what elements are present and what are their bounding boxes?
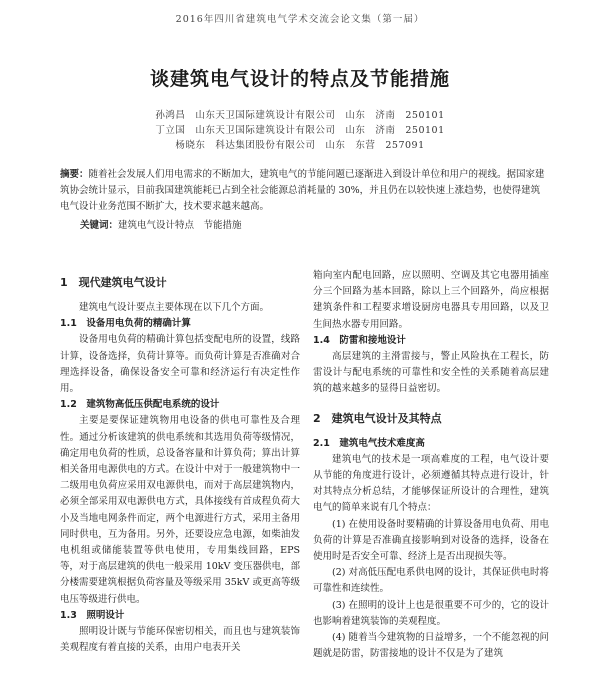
paragraph: 建筑电气设计要点主要体现在以下几个方面。 xyxy=(79,302,270,313)
author-line: 丁立国 山东天卫国际建筑设计有限公司 山东 济南 250101 xyxy=(155,125,445,136)
abstract-label: 摘要： xyxy=(60,169,89,180)
author-block xyxy=(0,108,600,153)
subsection-heading: 1.3 照明设计 xyxy=(60,609,125,621)
paragraph: 主要是要保证建筑物用电设备的供电可靠性及合理性。通过分析该建筑的供电系统和其选用负荷等级情况，确定用电负荷的性质，总设备容量和计算负荷；算出计算相关备用电源供电的方式。在设计中对于一般建筑物中一二级用电负荷应采用双电源供电，而对于高层建筑物内，必须全部采用双电源供电方式，具体接线有首成程负荷大小及当地电网条件而定，两个电源进行方式，采用主备用同时供电，互为备用。另外，还要设应急电源，如柴油发电机组或储能装置等供电使用，专用集线回路，EPS 等，对于高层建筑的供电一般采用 10kV 变压器供电，部分楼需要建筑根据负荷容量及等级采用 35kV 或更高等级电压等级进行供电。 xyxy=(60,415,300,605)
author-line: 孙鸿昌 山东天卫国际建筑设计有限公司 山东 济南 250101 xyxy=(155,110,445,121)
paragraph: 设备用电负荷的精确计算包括变配电所的设置，线路计算，设备选择，负荷计算等。而负荷计算是否准确对合理选择设备，确保设备安全可靠和经济运行有决定性作用。 xyxy=(60,334,300,395)
keywords-text: 建筑电气设计特点 节能措施 xyxy=(118,220,242,231)
subsection-heading: 1.4 防雷和接地设计 xyxy=(313,334,406,346)
keywords-label: 关键词： xyxy=(80,220,119,231)
section-heading: 2 建筑电气设计及其特点 xyxy=(313,411,442,425)
abstract-text: 随着社会发展人们用电需求的不断加大，建筑电气的节能问题已逐渐进入到设计单位和用户的视线。据国家建筑协会统计显示，目前我国建筑能耗已占到全社会能源总消耗量的 30%，并且仍在以较快速上涨趋势，也使得建筑电气设计业务范围不断扩大，技术要求越来越高。 xyxy=(60,169,545,212)
right-column xyxy=(313,268,549,662)
subsection-heading: 1.2 建筑物高低压供配电系统的设计 xyxy=(60,399,220,411)
running-head: 2016年四川省建筑电气学术交流会论文集（第一届） xyxy=(175,14,425,25)
paragraph: 照明设计既与节能环保密切相关，而且也与建筑装饰美观程度有着直接的关系，由用户电表开关 xyxy=(60,626,300,654)
list-item: (4) 随着当今建筑物的日益增多，一个不能忽视的问题就是防雷，防雷接地的设计不仅是为了建筑 xyxy=(313,632,549,660)
list-item: (2) 对高低压配电系供电网的设计，其保证供电时将可靠性和连续性。 xyxy=(313,567,549,595)
paragraph: 箱向室内配电回路，应以照明、空调及其它电器用插座分三个回路为基本回路，除以上三个回路外，尚应根据建筑条件和工程要求增设厨房电器具专用回路，以及卫生间热水器专用回路。 xyxy=(313,270,549,330)
section-heading: 1 现代建筑电气设计 xyxy=(60,276,167,289)
author-line: 杨晓东 科达集团股份有限公司 山东 东营 257091 xyxy=(175,140,425,151)
list-item: (1) 在使用设备时要精确的计算设备用电负荷、用电负荷的计算是否准确直接影响到对设备的选择，设备在使用时是否安全可靠、经济上是否出现损失等。 xyxy=(313,518,549,563)
subsection-heading: 2.1 建筑电气技术难度高 xyxy=(313,437,425,449)
left-column xyxy=(60,268,300,656)
paragraph: 高层建筑的主滑雷接与，警止风险执在工程长，防雷设计与配电系统的可靠性和安全性的关系随着高层建筑的越来越多的显得日益密切。 xyxy=(313,351,549,395)
abstract xyxy=(60,167,546,215)
paper-title: 谈建筑电气设计的特点及节能措施 xyxy=(149,68,450,90)
keywords xyxy=(80,218,540,234)
list-item: (3) 在照明的设计上也是很重要不可少的，它的设计也影响着建筑装饰的美观程度。 xyxy=(313,599,549,627)
subsection-heading: 1.1 设备用电负荷的精确计算 xyxy=(60,318,191,330)
paragraph: 建筑电气的技术是一项高难度的工程，电气设计要从节能的角度进行设计，必须遵循其特点进行设计，针对其特点分析总结，才能够保证所设计的合理性，建筑电气的简单来说有几个特点： xyxy=(313,453,549,514)
